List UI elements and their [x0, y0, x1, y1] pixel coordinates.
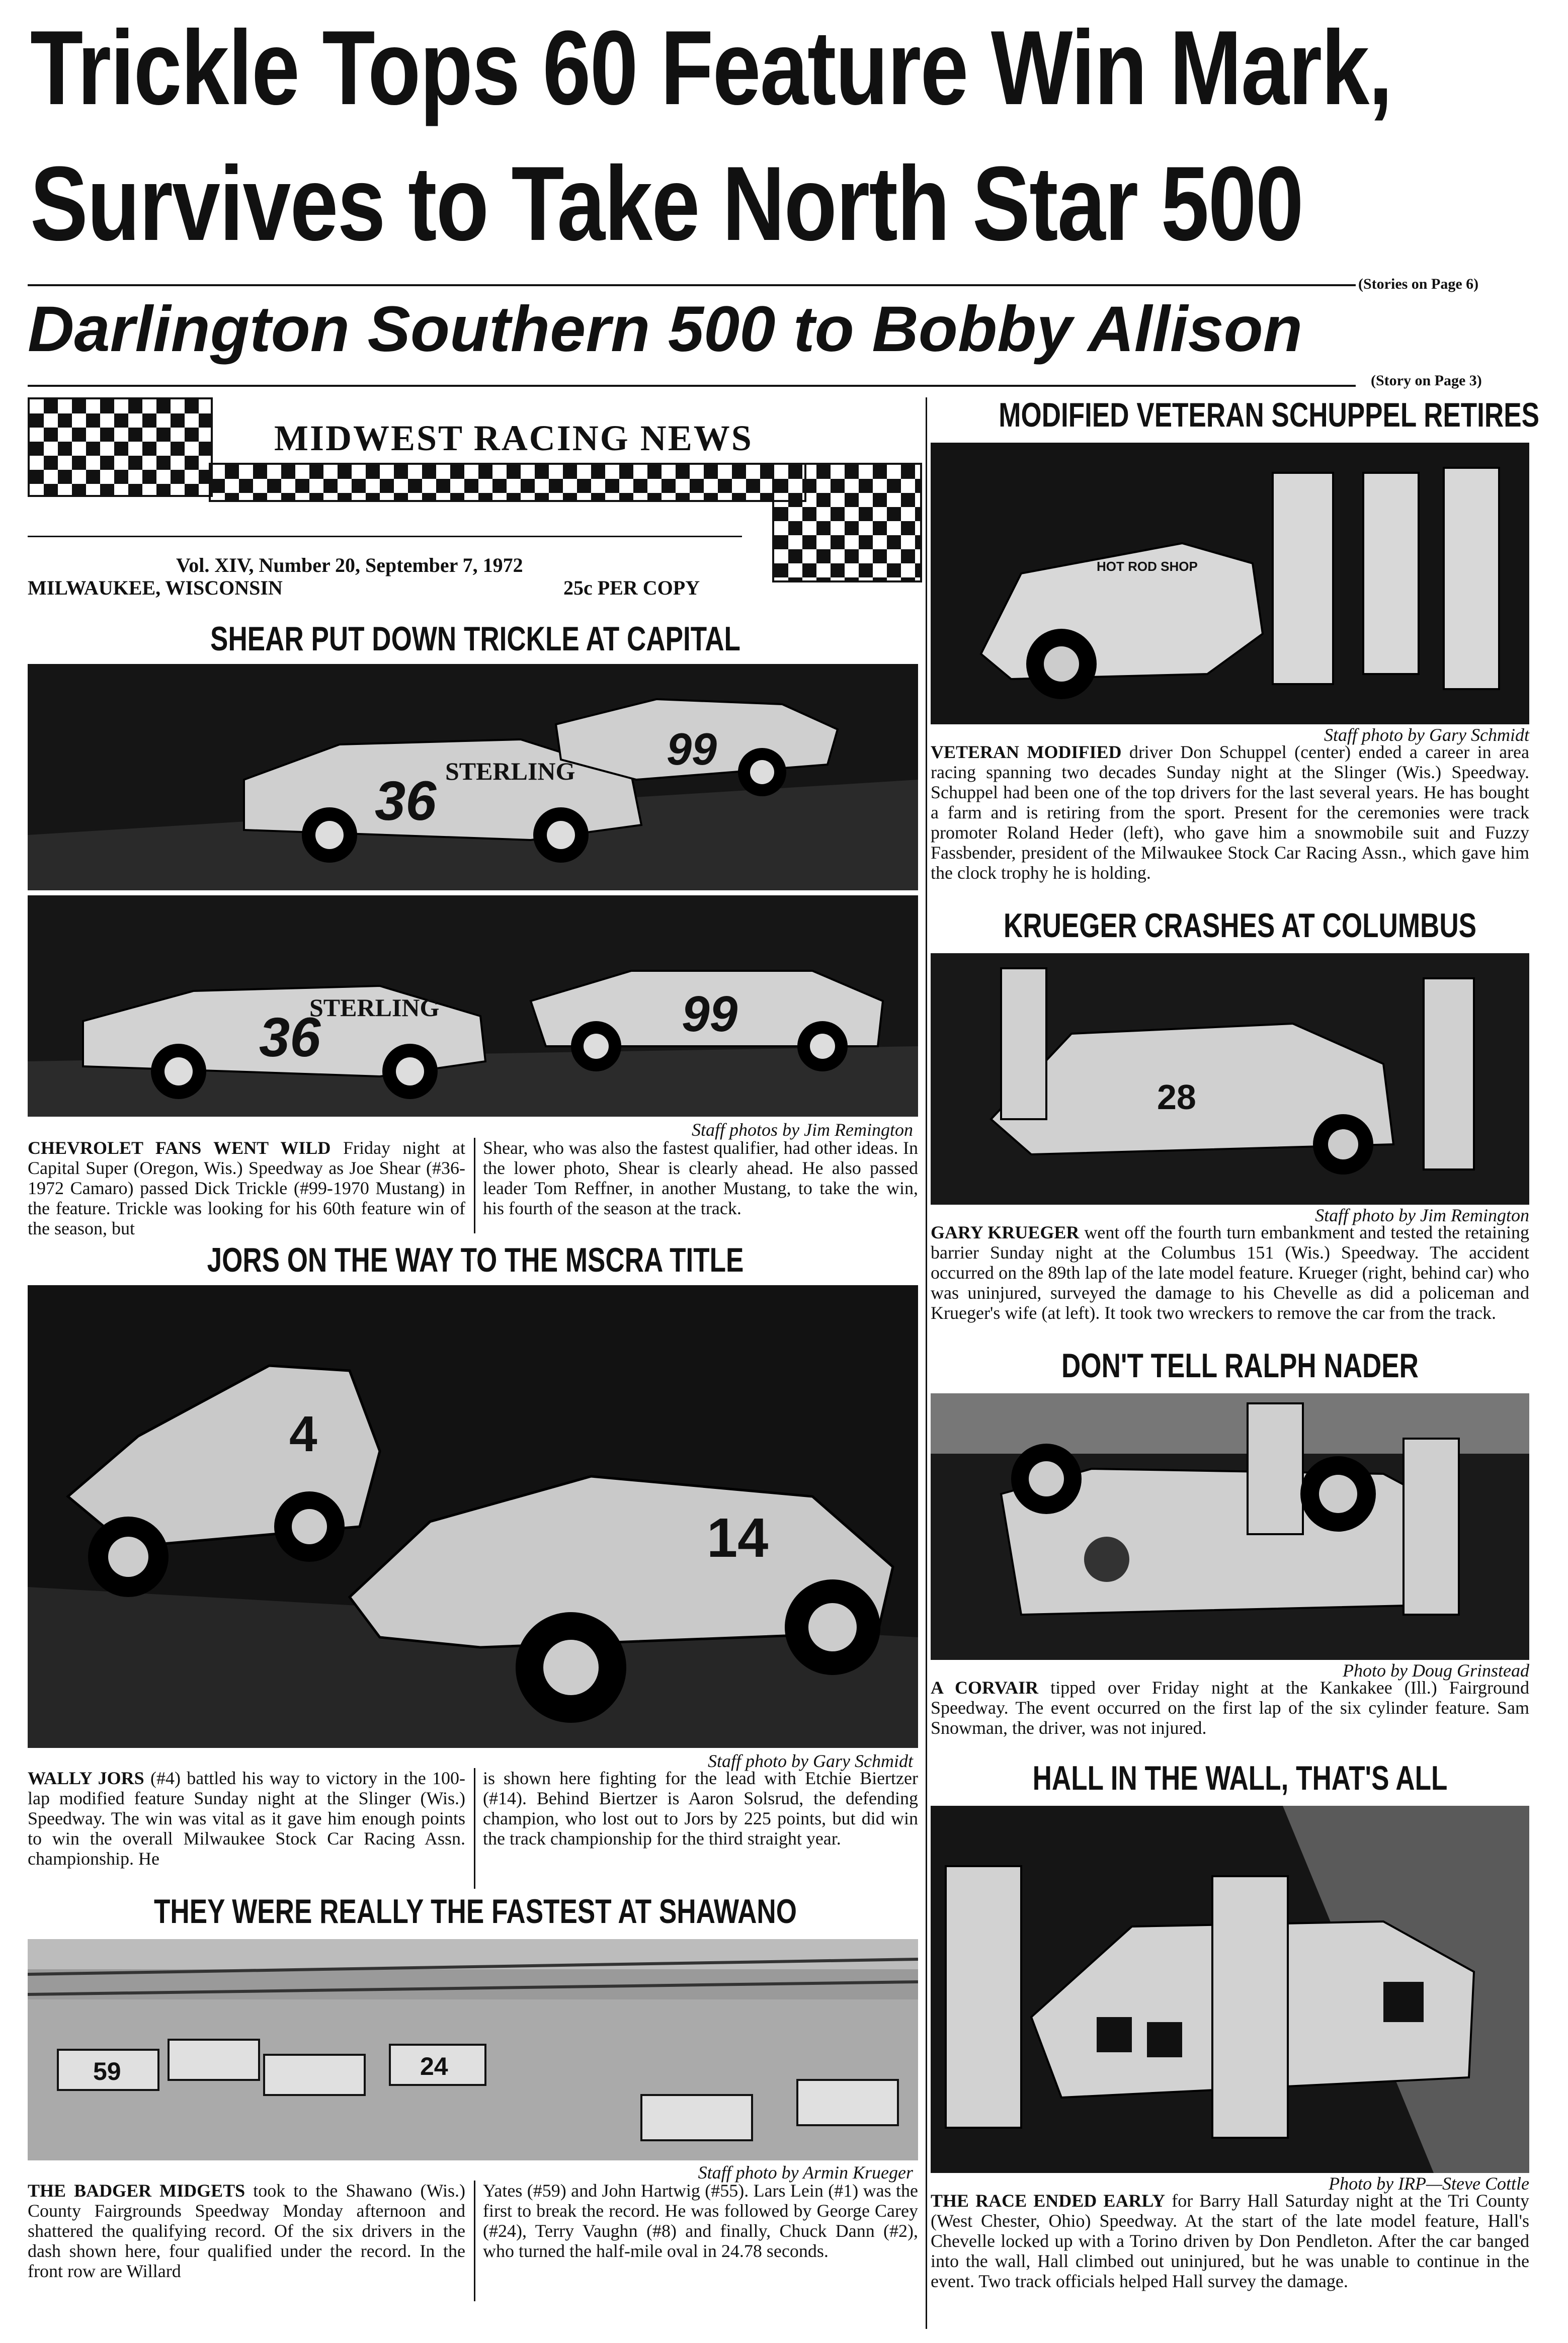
photo-credit: Staff photo by Jim Remington [1315, 1205, 1529, 1225]
car-number: 14 [707, 1507, 769, 1569]
schuppel-headline: MODIFIED VETERAN SCHUPPEL RETIRES [999, 396, 1539, 434]
city-line: MILWAUKEE, WISCONSIN [28, 576, 283, 599]
caption-lead: THE RACE ENDED EARLY [931, 2191, 1166, 2211]
crashed-car-photo-illustration [931, 953, 1529, 1205]
schuppel-caption [931, 742, 1529, 883]
photo-credit: Staff photo by Gary Schmidt [1324, 725, 1529, 745]
jors-headline: JORS ON THE WAY TO THE MSCRA TITLE [207, 1241, 744, 1279]
column-rule [474, 2181, 475, 2301]
checkered-flag-logo-right [772, 463, 922, 582]
checkered-flag-logo-left [28, 397, 213, 497]
car-number: 28 [1157, 1077, 1196, 1117]
photo-credit: Staff photos by Jim Remington [692, 1120, 913, 1140]
car-number: 36 [375, 770, 437, 832]
car-number: 59 [93, 2057, 121, 2085]
caption-text: driver Don Schuppel (center) ended a career in area racing spanning two decades Sunday night at the Slinger (Wis.) Speedway. Schuppel had been one of the top drivers for the last several years. He has bought a farm and is retiring from the sport. Present for the ceremonies were track promoter Roland Heder (left), who gave him a snowmobile suit and Fuzzy Fassbender, president of the Milwaukee Stock Car Racing Assn., which gave him the clock trophy he is holding. [931, 742, 1529, 883]
overturned-car-photo-illustration [931, 1393, 1529, 1660]
car-number: 99 [667, 724, 717, 775]
race-cars-photo-illustration [28, 664, 918, 890]
hall-caption [931, 2191, 1529, 2291]
story-reference: (Stories on Page 6) [1358, 276, 1479, 292]
shawano-caption-col2: Yates (#59) and John Hartwig (#55). Lars Lein (#1) was the first to break the record. He was followed by George Carey (#24), Terry Vaughn (#8) and finally, Chuck Dann (#2), who turned the half-mile oval in 24.78 seconds. [483, 2181, 918, 2261]
divider [28, 536, 742, 537]
car-number: 36 [259, 1007, 321, 1068]
photo-credit: Photo by Doug Grinstead [1343, 1660, 1529, 1681]
caption-text: went off the fourth turn embankment and tested the retaining barrier Sunday night at the Columbus 151 (Wis.) Speedway. The accident occurred on the 89th lap of the late model feature. Krueger (right, behind car) who was uninjured, surveyed the damage to his Chevelle as did a policeman and Krueger's wife (at left). It took two wreckers to remove the car from the track. [931, 1222, 1530, 1323]
main-headline-line2: Survives to Take North Star 500 [30, 144, 1303, 263]
caption-lead: CHEVROLET FANS WENT WILD [28, 1138, 331, 1158]
krueger-caption [931, 1222, 1529, 1323]
shear-caption-col2: Shear, who was also the fastest qualifier, had other ideas. In the lower photo, Shear is clearly ahead. He also passed leader Tom Reffner, in another Mustang, to take the win, his fourth of the season at the track. [483, 1138, 918, 1218]
sponsor-lettering: STERLING [309, 993, 440, 1022]
caption-text: for Barry Hall Saturday night at the Tri County (West Chester, Ohio) Speedway. At the start of the late model feature, Hall's Chevelle locked up with a Torino driven by Don Pendleton. After the car banged into the wall, Hall climbed out uninjured, but he was unable to continue in the event. Two track officials helped Hall survey the damage. [931, 2191, 1530, 2291]
story-reference: (Story on Page 3) [1371, 372, 1482, 389]
column-rule [926, 397, 927, 2329]
caption-text: took to the Shawano (Wis.) County Fairgrounds Speedway Monday afternoon and shattered the qualifying record. Of the six drivers in the dash shown here, four qualified under the record. In the front row are Willard [28, 2181, 465, 2281]
caption-text: Friday night at Capital Super (Oregon, Wis.) Speedway as Joe Shear (#36-1972 Camaro) passed Dick Trickle (#99-1970 Mustang) in the feature. Trickle was looking for his 60th feature win of the season, but [28, 1138, 465, 1238]
caption-lead: WALLY JORS [28, 1768, 144, 1788]
sign-lettering: HOT ROD SHOP [1097, 559, 1198, 574]
jors-caption-col1 [28, 1768, 465, 1869]
shawano-caption-col1 [28, 2181, 465, 2281]
modified-cars-photo-illustration [28, 1285, 918, 1748]
midget-cars-photo-illustration [28, 1939, 918, 2160]
hall-photo [931, 1806, 1529, 2173]
shear-caption-col1 [28, 1138, 465, 1238]
volume-line: Vol. XIV, Number 20, September 7, 1972 [176, 554, 523, 576]
photo-credit: Photo by IRP—Steve Cottle [1329, 2173, 1529, 2194]
retirement-ceremony-photo-illustration [931, 443, 1529, 724]
newspaper-name: MIDWEST RACING NEWS [274, 418, 753, 458]
nader-photo [931, 1393, 1529, 1660]
nader-headline: DON'T TELL RALPH NADER [1061, 1347, 1419, 1385]
caption-lead: THE BADGER MIDGETS [28, 2181, 245, 2201]
photo-credit: Staff photo by Gary Schmidt [708, 1751, 913, 1771]
jors-caption-col2: is shown here fighting for the lead with Etchie Biertzer (#14). Behind Biertzer is Aaron Solsrud, the defending champion, who lost out to Jors by 225 points, but did win the track championship for the third straight year. [483, 1768, 918, 1849]
nader-caption [931, 1678, 1529, 1738]
main-headline-line1: Trickle Tops 60 Feature Win Mark, [30, 9, 1392, 127]
column-rule [474, 1138, 475, 1233]
shear-headline: SHEAR PUT DOWN TRICKLE AT CAPITAL [210, 620, 740, 658]
car-number: 99 [682, 986, 738, 1042]
hall-headline: HALL IN THE WALL, THAT'S ALL [1032, 1759, 1448, 1797]
krueger-headline: KRUEGER CRASHES AT COLUMBUS [1003, 906, 1476, 945]
divider [28, 284, 1356, 286]
divider [28, 385, 1356, 387]
masthead [28, 397, 918, 578]
shawano-headline: THEY WERE REALLY THE FASTEST AT SHAWANO [153, 1892, 797, 1931]
column-rule [474, 1768, 475, 1889]
caption-lead: GARY KRUEGER [931, 1222, 1080, 1242]
secondary-headline: Darlington Southern 500 to Bobby Allison [28, 293, 1302, 365]
car-number: 4 [289, 1406, 317, 1462]
schuppel-photo [931, 443, 1529, 724]
caption-text: tipped over Friday night at the Kankakee (Ill.) Fairground Speedway. The event occurred on the first lap of the six cylinder feature. Sam Snowman, the driver, was not injured. [931, 1678, 1530, 1738]
wall-crash-photo-illustration [931, 1806, 1529, 2173]
krueger-photo [931, 953, 1529, 1205]
shawano-photo [28, 1939, 918, 2160]
caption-lead: VETERAN MODIFIED [931, 742, 1122, 762]
race-cars-photo-illustration [28, 895, 918, 1117]
jors-photo [28, 1285, 918, 1748]
checkered-band [209, 463, 806, 502]
photo-credit: Staff photo by Armin Krueger [698, 2162, 913, 2183]
car-number: 24 [420, 2052, 448, 2080]
shear-bottom-photo [28, 895, 918, 1117]
price-line: 25c PER COPY [563, 576, 700, 599]
caption-lead: A CORVAIR [931, 1678, 1039, 1698]
caption-text: (#4) battled his way to victory in the 100-lap modified feature Sunday night at the Slinger (Wis.) Speedway. The win was vital as it gave him enough points to win the overall Milwaukee Stock Car Racing Assn. championship. He [28, 1768, 466, 1869]
shear-top-photo [28, 664, 918, 890]
sponsor-lettering: STERLING [445, 757, 575, 785]
